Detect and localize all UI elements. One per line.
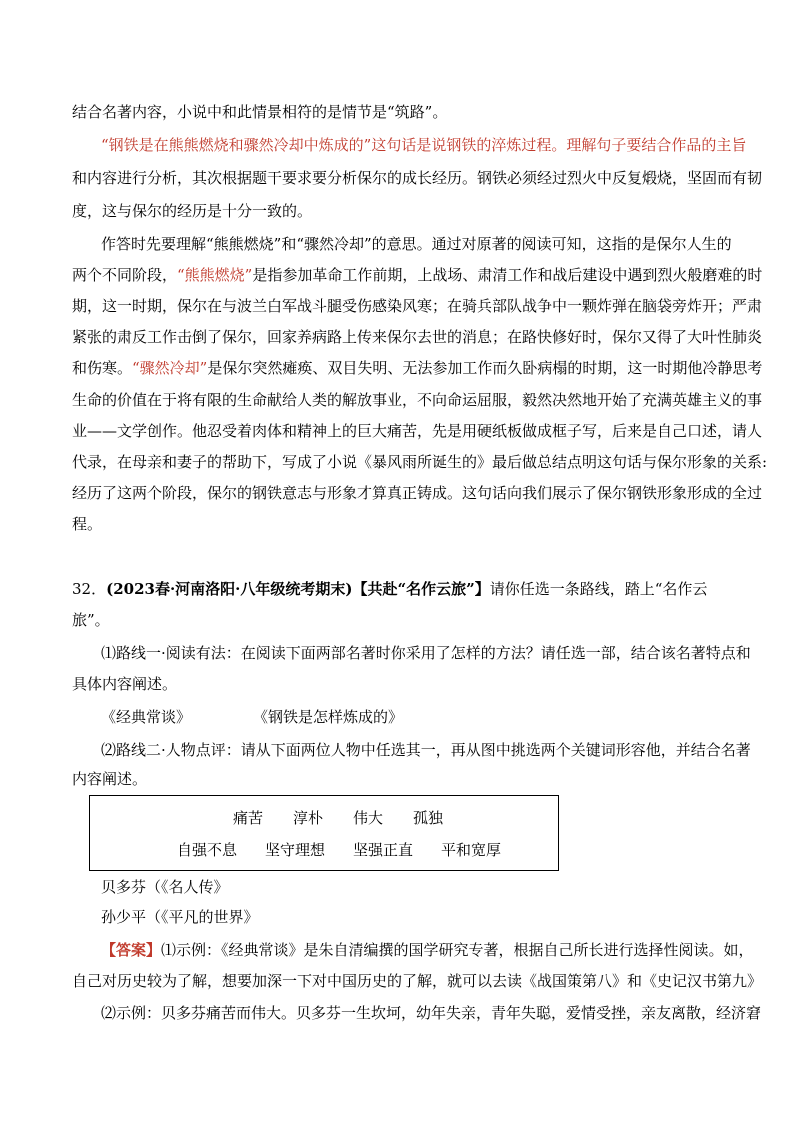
answer-line: ⑵示例：贝多芬痛苦而伟大。贝多芬一生坎坷，幼年失亲，青年失聪，爱情受挫，亲友离散，经济窘 xyxy=(101,1004,762,1022)
paragraph-line: 结合名著内容，小说中和此情景相符的是情节是“筑路”。 xyxy=(72,103,448,121)
keyword: 平和宽厚 xyxy=(441,841,502,859)
book-title: 《经典常谈》 xyxy=(101,708,192,726)
question-header xyxy=(72,579,732,599)
question-stem: 请你任选一条路线，踏上“名作云 xyxy=(489,580,708,598)
paragraph-line: 期，这一时期，保尔在与波兰白军战斗腿受伤感染风寒；在骑兵部队战争中一颗炸弹在脑袋旁炸开；严肃 xyxy=(72,297,763,315)
route-two-line: 内容阐述。 xyxy=(72,770,148,788)
answer-label: 【答案】 xyxy=(101,941,162,959)
keyword: 痛苦 xyxy=(233,809,264,827)
route-one: ⑴路线一·阅读有法：在阅读下面两部名著时你采用了怎样的方法？请任选一部，结合该名著特点和 xyxy=(101,644,751,662)
text-span: 两个不同阶段， xyxy=(72,266,178,284)
question-topic: 【共赴“名作云旅”】 xyxy=(352,580,490,598)
paragraph-line: 和内容进行分析，其次根据题干要求要分析保尔的成长经历。钢铁必须经过烈火中反复煅烧，坚固而有韧 xyxy=(72,169,763,187)
book-options xyxy=(101,707,732,727)
paragraph-line xyxy=(72,358,763,378)
text-span: 是保尔突然瘫痪、双目失明、无法参加工作而久卧病榻的时期，这一时期他冷静思考 xyxy=(207,359,763,377)
paragraph-line: 生命的价值在于将有限的生命献给人类的解放事业，不向命运屈服，毅然决然地开始了充满英雄主义的事 xyxy=(72,391,763,409)
route-one-line: 具体内容阐述。 xyxy=(72,675,178,693)
person-option: 贝多芬（《名人传》 xyxy=(101,878,229,896)
keyword-box xyxy=(89,795,559,871)
question-number: 32． xyxy=(72,580,107,598)
route-two: ⑵路线二·人物点评：请从下面两位人物中任选其一，再从图中挑选两个关键词形容他，并结合名著 xyxy=(101,741,751,759)
person-option: 孙少平（《平凡的世界》 xyxy=(101,908,259,926)
paragraph-line: 代录，在母亲和妻子的帮助下，写成了小说《暴风雨所诞生的》最后做总结点明这句话与保尔形象的关系: xyxy=(72,453,768,471)
answer-line: 自己对历史较为了解，想要加深一下对中国历史的了解，就可以去读《战国策第八》和《史记汉书第九》 xyxy=(72,972,763,990)
text-span: 和伤寒。 xyxy=(72,359,133,377)
paragraph-line: 程。 xyxy=(72,515,103,533)
highlighted-term: “熊熊燃烧” xyxy=(177,266,253,284)
keyword: 坚强正直 xyxy=(353,841,414,859)
book-title: 《钢铁是怎样炼成的》 xyxy=(253,708,404,726)
keyword: 孤独 xyxy=(413,809,444,827)
highlighted-term: “骤然冷却” xyxy=(132,359,208,377)
paragraph-line: 业——文学创作。他忍受着肉体和精神上的巨大痛苦，先是用硬纸板做成框子写，后来是自己口述，请人 xyxy=(72,422,763,440)
paragraph-line: 经历了这两个阶段，保尔的钢铁意志与形象才算真正铸成。这句话向我们展示了保尔钢铁形象形成的全过 xyxy=(72,484,763,502)
paragraph-line xyxy=(72,265,763,285)
answer-line xyxy=(101,940,754,960)
keyword: 伟大 xyxy=(353,809,384,827)
paragraph-line: 度，这与保尔的经历是十分一致的。 xyxy=(72,202,313,220)
paragraph-line: 紧张的肃反工作击倒了保尔，回家养病路上传来保尔去世的消息；在路快修好时，保尔又得了大叶性肺炎 xyxy=(72,328,763,346)
question-source: (2023春·河南洛阳·八年级统考期末) xyxy=(106,580,353,598)
text-span: 是指参加革命工作前期，上战场、肃清工作和战后建设中遇到烈火般磨难的时 xyxy=(252,266,763,284)
question-stem-line: 旅”。 xyxy=(72,611,110,629)
paragraph-line: 作答时先要理解“熊熊燃烧”和“骤然冷却”的意思。通过对原著的阅读可知，这指的是保尔人生的 xyxy=(101,235,732,253)
keyword: 淳朴 xyxy=(293,809,324,827)
highlighted-sentence: “钢铁是在熊熊燃烧和骤然冷却中炼成的”这句话是说钢铁的淬炼过程。理解句子要结合作品的主旨 xyxy=(101,136,747,154)
keyword: 坚守理想 xyxy=(265,841,326,859)
keyword: 自强不息 xyxy=(177,841,238,859)
answer-text: ⑴示例：《经典常谈》是朱自清编撰的国学研究专著，根据自己所长进行选择性阅读。如， xyxy=(161,941,754,959)
